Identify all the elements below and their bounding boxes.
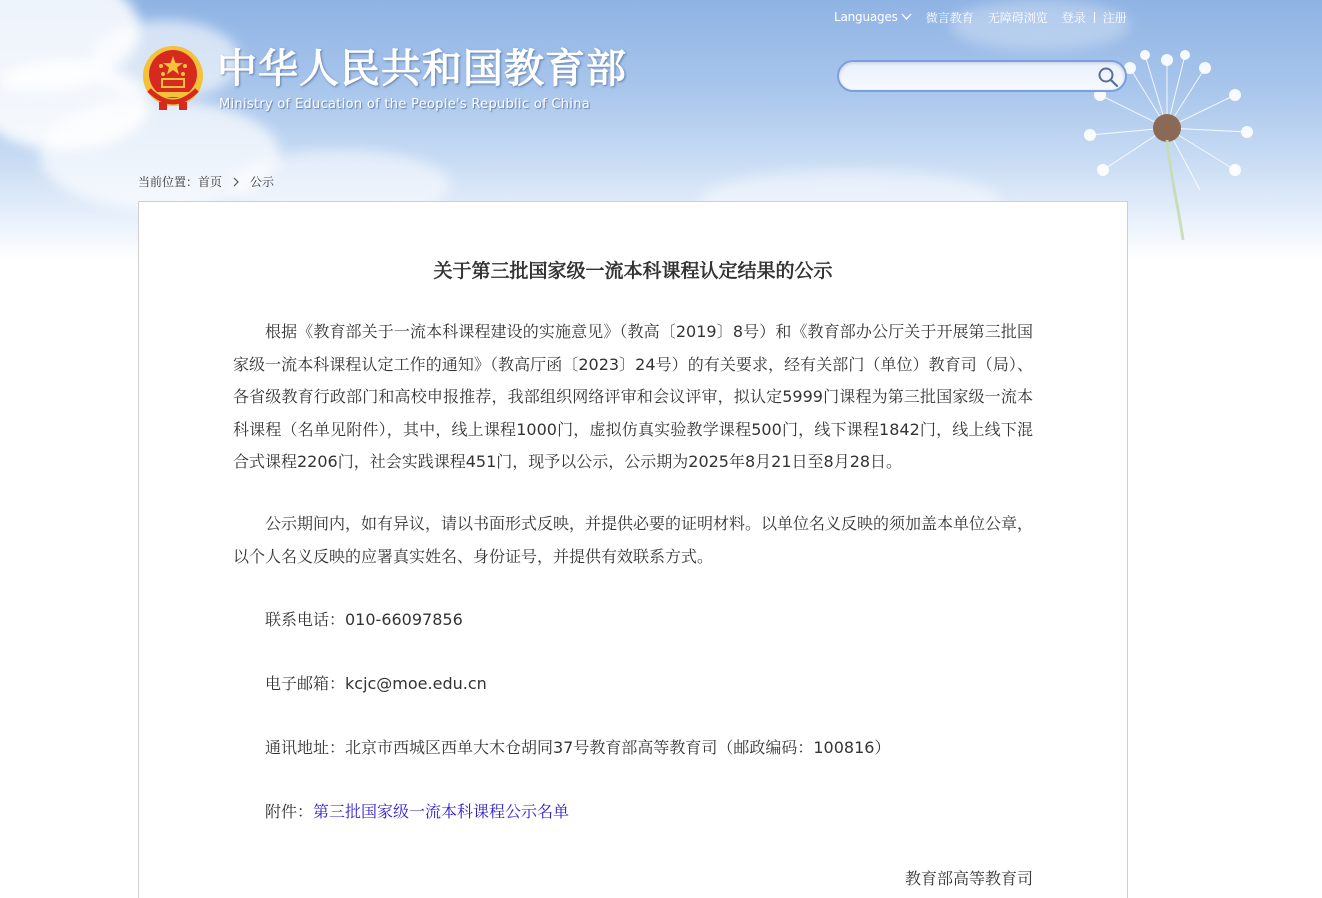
contact-address: 通讯地址：北京市西城区西单大木仓胡同37号教育部高等教育司（邮政编码：100816） — [265, 738, 891, 757]
attachment-prefix: 附件： — [265, 802, 314, 821]
article-title: 关于第三批国家级一流本科课程认定结果的公示 — [433, 260, 833, 282]
languages-label: Languages — [834, 10, 898, 24]
top-links-bar — [834, 8, 1127, 26]
search-input[interactable] — [851, 66, 1095, 90]
paragraph-text: 根据《教育部关于一流本科课程建设的实施意见》（教高〔2019〕8号）和《教育部办公厅关于开展第三批国家级一流本科课程认定工作的通知》（教高厅函〔2023〕24号）的有关要求，经有关部门（单位）教育司（局）、各省级教育行政部门和高校申报推荐，我部组织网络评审和会议评审，拟认定5999门课程为第三批国家级一流本科课程（名单见附件），其中，线上课程1000门，虚拟仿真实验教学课程500门，线下课程1842门，线上线下混合式课程2206门，社会实践课程451门，现予以公示，公示期为2025年8月21日至8月28日。 — [233, 322, 1033, 471]
accessibility-link[interactable]: 无障碍浏览 — [987, 10, 1048, 25]
link-divider — [1094, 12, 1095, 23]
chevron-right-icon — [232, 177, 240, 187]
chevron-down-icon — [901, 13, 912, 21]
search-box — [837, 60, 1127, 92]
breadcrumb — [138, 173, 274, 190]
contact-phone: 联系电话：010-66097856 — [265, 610, 463, 629]
article-paragraph-1 — [233, 316, 1033, 479]
breadcrumb-home-link[interactable]: 首页 — [198, 175, 223, 189]
search-icon[interactable] — [1097, 66, 1119, 88]
weiyan-education-link[interactable]: 微言教育 — [925, 10, 974, 25]
login-link[interactable]: 登录 — [1061, 10, 1086, 25]
site-title[interactable]: 中华人民共和国教育部 — [217, 45, 627, 92]
site-subtitle: Ministry of Education of the People's Republic of China — [219, 97, 591, 112]
national-emblem-icon[interactable] — [141, 44, 205, 112]
paragraph-text: 公示期间内，如有异议，请以书面形式反映，并提供必要的证明材料。以单位名义反映的须加盖本单位公章，以个人名义反映的应署真实姓名、身份证号，并提供有效联系方式。 — [233, 514, 1034, 566]
article-paragraph-2 — [233, 508, 1033, 573]
register-link[interactable]: 注册 — [1102, 10, 1127, 25]
breadcrumb-prefix: 当前位置： — [138, 175, 199, 189]
contact-email: 电子邮箱：kcjc@moe.edu.cn — [265, 674, 487, 693]
languages-dropdown[interactable] — [834, 10, 912, 24]
breadcrumb-notice-link[interactable]: 公示 — [250, 175, 275, 189]
signature: 教育部高等教育司 — [905, 869, 1034, 888]
attachment-line — [265, 801, 569, 823]
attachment-link[interactable]: 第三批国家级一流本科课程公示名单 — [313, 802, 570, 821]
